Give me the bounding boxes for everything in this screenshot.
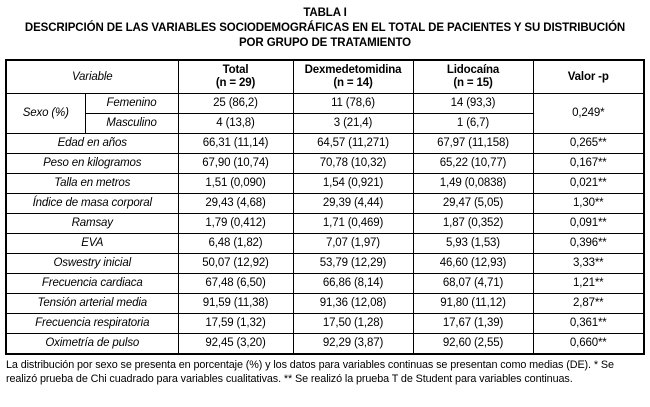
variable-label: Tensión arterial media xyxy=(6,293,178,313)
lidocaina-value: 67,97 (11,158) xyxy=(413,133,533,153)
total-value: 29,43 (4,68) xyxy=(178,193,293,213)
variable-rows xyxy=(6,133,644,354)
p-value: 0,167** xyxy=(533,153,644,173)
header-dexmedetomidina xyxy=(293,60,413,94)
total-value: 66,31 (11,14) xyxy=(178,133,293,153)
p-value: 0,091** xyxy=(533,213,644,233)
variable-label: Índice de masa corporal xyxy=(6,193,178,213)
dexmedetomidina-value: 53,79 (12,29) xyxy=(293,253,413,273)
lidocaina-value: 46,60 (12,93) xyxy=(413,253,533,273)
table-row xyxy=(6,313,644,333)
lidocaina-value: 17,67 (1,39) xyxy=(413,313,533,333)
p-value: 0,021** xyxy=(533,173,644,193)
sexo-femenino-lidocaina: 14 (93,3) xyxy=(413,93,533,113)
variable-label: EVA xyxy=(6,233,178,253)
table-row xyxy=(6,193,644,213)
table-row-sexo-femenino xyxy=(6,93,644,113)
dexmedetomidina-value: 7,07 (1,97) xyxy=(293,233,413,253)
total-value: 67,90 (10,74) xyxy=(178,153,293,173)
variable-label: Ramsay xyxy=(6,213,178,233)
variable-label: Peso en kilogramos xyxy=(6,153,178,173)
p-value: 0,396** xyxy=(533,233,644,253)
sexo-masculino-total: 4 (13,8) xyxy=(178,113,293,133)
dexmedetomidina-value: 66,86 (8,14) xyxy=(293,273,413,293)
table-row xyxy=(6,213,644,233)
sexo-femenino-label: Femenino xyxy=(85,93,178,113)
header-lidocaina-name: Lidocaína xyxy=(446,64,500,77)
variable-label: Oximetría de pulso xyxy=(6,333,178,354)
dexmedetomidina-value: 29,39 (4,44) xyxy=(293,193,413,213)
lidocaina-value: 29,47 (5,05) xyxy=(413,193,533,213)
variable-label: Talla en metros xyxy=(6,173,178,193)
total-value: 1,79 (0,412) xyxy=(178,213,293,233)
p-value: 1,21** xyxy=(533,273,644,293)
dexmedetomidina-value: 1,54 (0,921) xyxy=(293,173,413,193)
table-title xyxy=(5,6,645,51)
header-lidocaina xyxy=(413,60,533,94)
table-row xyxy=(6,293,644,313)
table-number: TABLA I xyxy=(303,7,347,19)
sexo-p-value: 0,249* xyxy=(533,93,644,133)
header-variable: Variable xyxy=(6,60,178,94)
lidocaina-value: 68,07 (4,71) xyxy=(413,273,533,293)
sexo-label: Sexo (%) xyxy=(6,93,85,133)
table-row xyxy=(6,333,644,354)
table-heading: DESCRIPCIÓN DE LAS VARIABLES SOCIODEMOGRÁFICAS EN EL TOTAL DE PACIENTES Y SU DISTRIBUCIÓN POR GRUPO DE TRATAMIENTO xyxy=(24,21,626,49)
sexo-masculino-dexmedetomidina: 3 (21,4) xyxy=(293,113,413,133)
p-value: 0,660** xyxy=(533,333,644,354)
variable-label: Edad en años xyxy=(6,133,178,153)
sociodemographic-table xyxy=(5,59,645,355)
variable-label: Frecuencia cardiaca xyxy=(6,273,178,293)
lidocaina-value: 91,80 (11,12) xyxy=(413,293,533,313)
p-value: 0,265** xyxy=(533,133,644,153)
header-row xyxy=(6,60,644,94)
p-value: 0,361** xyxy=(533,313,644,333)
header-dexmedetomidina-name: Dexmedetomidina xyxy=(304,64,402,77)
table-row xyxy=(6,273,644,293)
table-row xyxy=(6,233,644,253)
sexo-masculino-label: Masculino xyxy=(85,113,178,133)
header-lidocaina-n: (n = 15) xyxy=(453,76,493,89)
table-row xyxy=(6,253,644,273)
table-row xyxy=(6,153,644,173)
sexo-femenino-dexmedetomidina: 11 (78,6) xyxy=(293,93,413,113)
lidocaina-value: 65,22 (10,77) xyxy=(413,153,533,173)
dexmedetomidina-value: 1,71 (0,469) xyxy=(293,213,413,233)
total-value: 92,45 (3,20) xyxy=(178,333,293,354)
variable-label: Oswestry inicial xyxy=(6,253,178,273)
total-value: 6,48 (1,82) xyxy=(178,233,293,253)
total-value: 91,59 (11,38) xyxy=(178,293,293,313)
table-footnote: La distribución por sexo se presenta en porcentaje (%) y los datos para variables continuas se presentan como medias (DE). * Se realizó prueba de Chi cuadrado para variables cualitativas. ** Se realizó la prueba T de Student para variables continuas. xyxy=(6,358,614,385)
sexo-femenino-total: 25 (86,2) xyxy=(178,93,293,113)
dexmedetomidina-value: 91,36 (12,08) xyxy=(293,293,413,313)
lidocaina-value: 5,93 (1,53) xyxy=(413,233,533,253)
dexmedetomidina-value: 70,78 (10,32) xyxy=(293,153,413,173)
lidocaina-value: 92,60 (2,55) xyxy=(413,333,533,354)
sexo-masculino-lidocaina: 1 (6,7) xyxy=(413,113,533,133)
header-total-n: (n = 29) xyxy=(215,76,256,89)
lidocaina-value: 1,87 (0,352) xyxy=(413,213,533,233)
dexmedetomidina-value: 17,50 (1,28) xyxy=(293,313,413,333)
header-p-value: Valor -p xyxy=(533,60,644,94)
table-row xyxy=(6,173,644,193)
table-row xyxy=(6,133,644,153)
total-value: 67,48 (6,50) xyxy=(178,273,293,293)
p-value: 3,33** xyxy=(533,253,644,273)
header-total xyxy=(178,60,293,94)
p-value: 2,87** xyxy=(533,293,644,313)
total-value: 17,59 (1,32) xyxy=(178,313,293,333)
p-value: 1,30** xyxy=(533,193,644,213)
lidocaina-value: 1,49 (0,0838) xyxy=(413,173,533,193)
variable-label: Frecuencia respiratoria xyxy=(6,313,178,333)
header-dexmedetomidina-n: (n = 14) xyxy=(333,76,373,89)
dexmedetomidina-value: 92,29 (3,87) xyxy=(293,333,413,354)
total-value: 1,51 (0,090) xyxy=(178,173,293,193)
total-value: 50,07 (12,92) xyxy=(178,253,293,273)
header-total-name: Total xyxy=(222,64,249,77)
dexmedetomidina-value: 64,57 (11,271) xyxy=(293,133,413,153)
